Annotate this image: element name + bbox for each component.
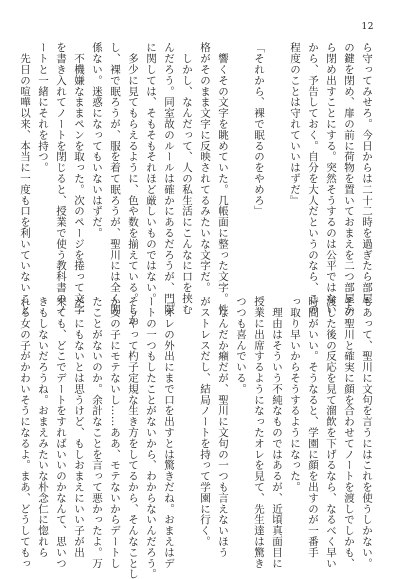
page-number: 12 (361, 22, 374, 32)
bottom-text-block: もあって、聖川に文句を言うにはこれを使うしかない。 その聖川と確実に顔を合わせてノートを渡しでしかも、 渡した後の反応を見て溜飲を下げるなら、なるべく早い 時間がいい。そうなると、学園に顔を出すのが一番手 っ取り早いからそうするようになった。 理由はそういう不純なものではあるが、近頃真面目に 授業に出席するようになったオレを見て、先生達は驚き つつも喜んでいる。 なんだか癪だが、聖川に文句の一つも言えないほう がストレスだし、結局ノートを持って学園に行く。 『オレの外出にまで口を出すとは驚きだね。おまえはデ ートの一つもしたことがないから、わからないんだろう。 そうやって杓子定規な生き方をしてるから、そんなことし か女の子にモテないし……ああ、モテないからデートし たことがないのか。余計なことを言って悪かったよ。万 が一にもないとは思うけど、もしおまえにいい子が出 来ても、どこでデートをすればいいのかなんて、思いつ きもしないだろうね。おまえみたいな朴念仁に惚れら れる女の子がかわいそうになるよ。まあ、どうしてもっ (19, 296, 373, 579)
top-text-block: ら守ってみせろ。今日からは二十二時を過ぎたら部屋 の鍵を閉め、扉の前に荷物を置いておまえを二つ部屋か ら閉め出すことにする。突然そうするのは公平ではない から、予告しておく。自分を大人だというのなら、この 程度のことは守れていいはずだ』 「それから、裸で眠るのをやめろ」 響くその文字を眺めていた。几帳面に整った文字。性 格がそのまま文字に反映されてるみたいな文字だ。 しかし、なんだって、人の私生活にこんなに口を挟む んだろう。同室故のルールは確かにあるだろうが、門限 に関しては、そもそもそれほど厳しいものではない。 多少に見てもらえるように、色や数を揃えている。しか し、裸で眠ろうが、服を着て眠ろうが、聖川には全く関 係ない。迷惑になってもいないはずだ。 不機嫌なままペンを取った。次のページを捲って文字 を書き入れてノートを閉じると、授業で使う教科書のノ ートと一緒にそれを持つ。 先日の喧嘩以来、本当に一度も口を利いていないこと (19, 42, 373, 326)
